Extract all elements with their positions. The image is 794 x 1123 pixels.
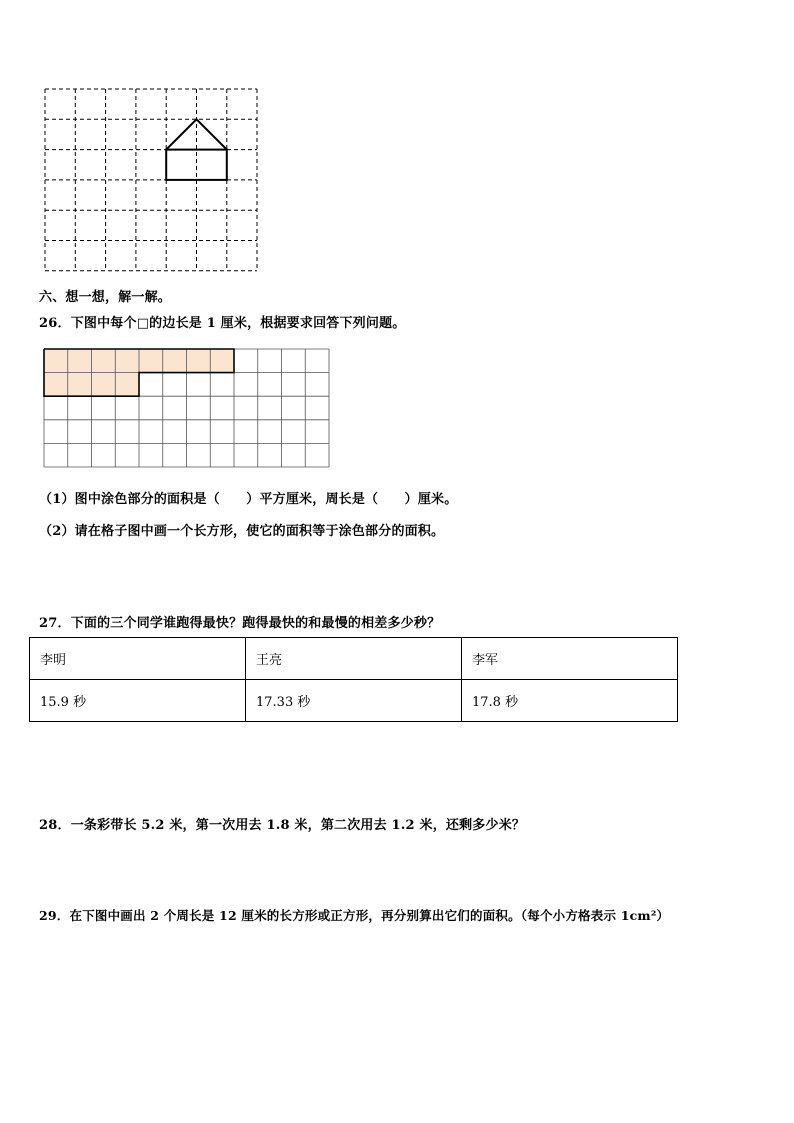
running-times-table [29,637,678,722]
question-26-sub-2: （2）请在格子图中画一个长方形，使它的面积等于涂色部分的面积。 [39,524,445,539]
question-26-sub-1: （1）图中涂色部分的面积是（ ）平方厘米，周长是（ ）厘米。 [39,492,458,507]
question-29-prompt: 29．在下图中画出 2 个周长是 12 厘米的长方形或正方形，再分别算出它们的面积。（每个小方格表示 1cm²） [39,908,670,923]
dashed-grid-house-figure [45,89,260,274]
question-28-prompt: 28．一条彩带长 5.2 米，第一次用去 1.8 米，第二次用去 1.2 米，还剩多少米？ [39,818,526,833]
question-27-prompt: 27．下面的三个同学谁跑得最快？跑得最快的和最慢的相差多少秒？ [39,616,441,631]
table-row [30,680,678,722]
table-cell: 李明 [30,638,246,680]
section-6-title: 六、想一想，解一解。 [39,290,172,305]
table-cell: 王亮 [246,638,462,680]
house-shape [166,119,227,180]
question-26-prompt: 26．下图中每个□的边长是 1 厘米，根据要求回答下列问题。 [39,316,406,331]
table-cell: 17.8 秒 [462,680,678,722]
table-cell: 15.9 秒 [30,680,246,722]
table-header-row [30,638,678,680]
table-cell: 李军 [462,638,678,680]
table-cell: 17.33 秒 [246,680,462,722]
question-26-grid [44,349,330,469]
